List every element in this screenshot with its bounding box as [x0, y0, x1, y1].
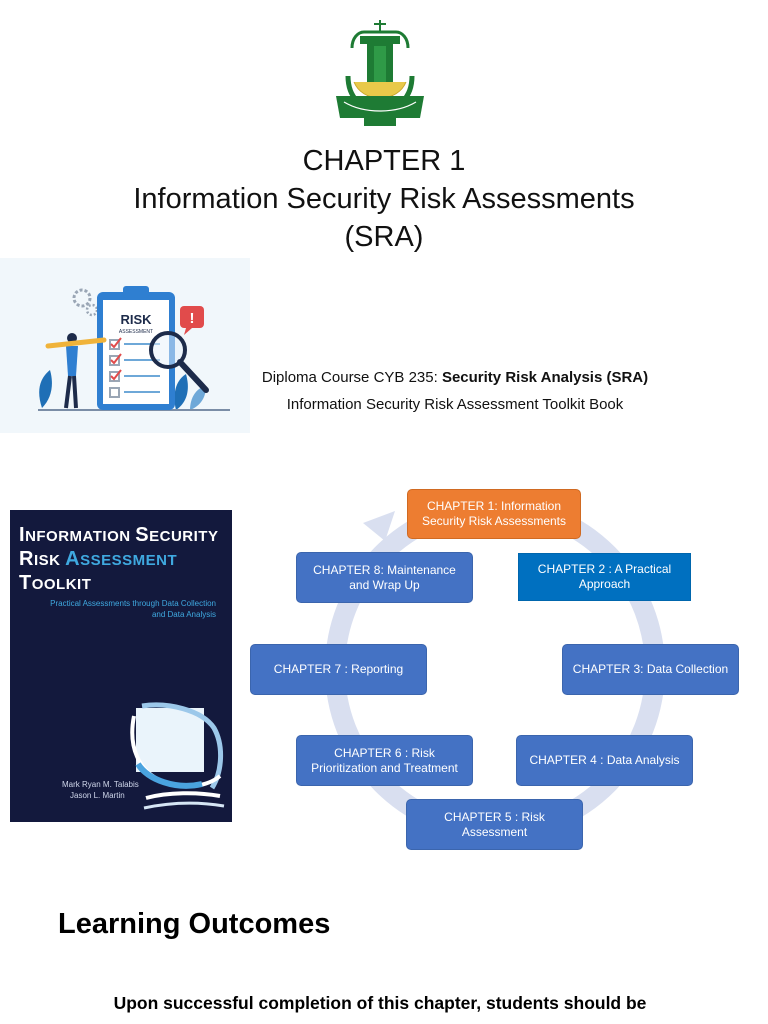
learning-outcomes-intro: Upon successful completion of this chapter, students should be — [113, 993, 647, 1013]
cover-author-1: Mark Ryan M. Talabis — [62, 780, 139, 789]
cover-title-line3: TOOLKIT — [19, 572, 92, 594]
cycle-node-chapter-2: CHAPTER 2 : A Practical Approach — [518, 553, 691, 601]
learning-outcomes-heading: Learning Outcomes — [58, 908, 331, 940]
course-info — [250, 364, 660, 418]
chapter-abbreviation: (SRA) — [344, 221, 424, 253]
monitor-swirl-icon — [128, 702, 228, 818]
book-cover-image — [10, 510, 232, 822]
clipboard-subtitle: ASSESSMENT — [118, 329, 154, 335]
chapter-title: Information Security Risk Assessments — [133, 183, 635, 215]
svg-text:!: ! — [189, 310, 195, 327]
risk-assessment-clipboard-illustration — [0, 258, 250, 433]
university-crest-logo — [334, 18, 426, 128]
course-line — [250, 364, 660, 391]
cycle-node-chapter-4: CHAPTER 4 : Data Analysis — [516, 735, 693, 786]
cover-title-line1: INFORMATION SECURITY — [19, 524, 219, 546]
cycle-node-chapter-7: CHAPTER 7 : Reporting — [250, 644, 427, 695]
cover-authors — [62, 779, 139, 801]
clipboard-title: RISK — [120, 312, 152, 327]
course-name: Security Risk Analysis (SRA) — [441, 369, 649, 386]
course-book: Information Security Risk Assessment Toolkit Book — [286, 396, 624, 413]
chapter-cycle-diagram — [245, 483, 745, 855]
cycle-node-chapter-8: CHAPTER 8: Maintenance and Wrap Up — [296, 552, 473, 603]
chapter-number: CHAPTER 1 — [302, 145, 466, 177]
cover-subtitle: Practical Assessments through Data Collection and Data Analysis — [50, 599, 216, 619]
cover-author-2: Jason L. Martin — [70, 791, 125, 800]
cycle-node-chapter-1: CHAPTER 1: Information Security Risk Assessments — [407, 489, 581, 539]
cycle-node-chapter-3: CHAPTER 3: Data Collection — [562, 644, 739, 695]
cycle-node-chapter-5: CHAPTER 5 : Risk Assessment — [406, 799, 583, 850]
cycle-node-chapter-6: CHAPTER 6 : Risk Prioritization and Treatment — [296, 735, 473, 786]
course-code: Diploma Course CYB 235: — [261, 369, 442, 386]
cover-title-line2: RISK ASSESSMENT — [19, 548, 178, 570]
title-block — [0, 142, 768, 256]
